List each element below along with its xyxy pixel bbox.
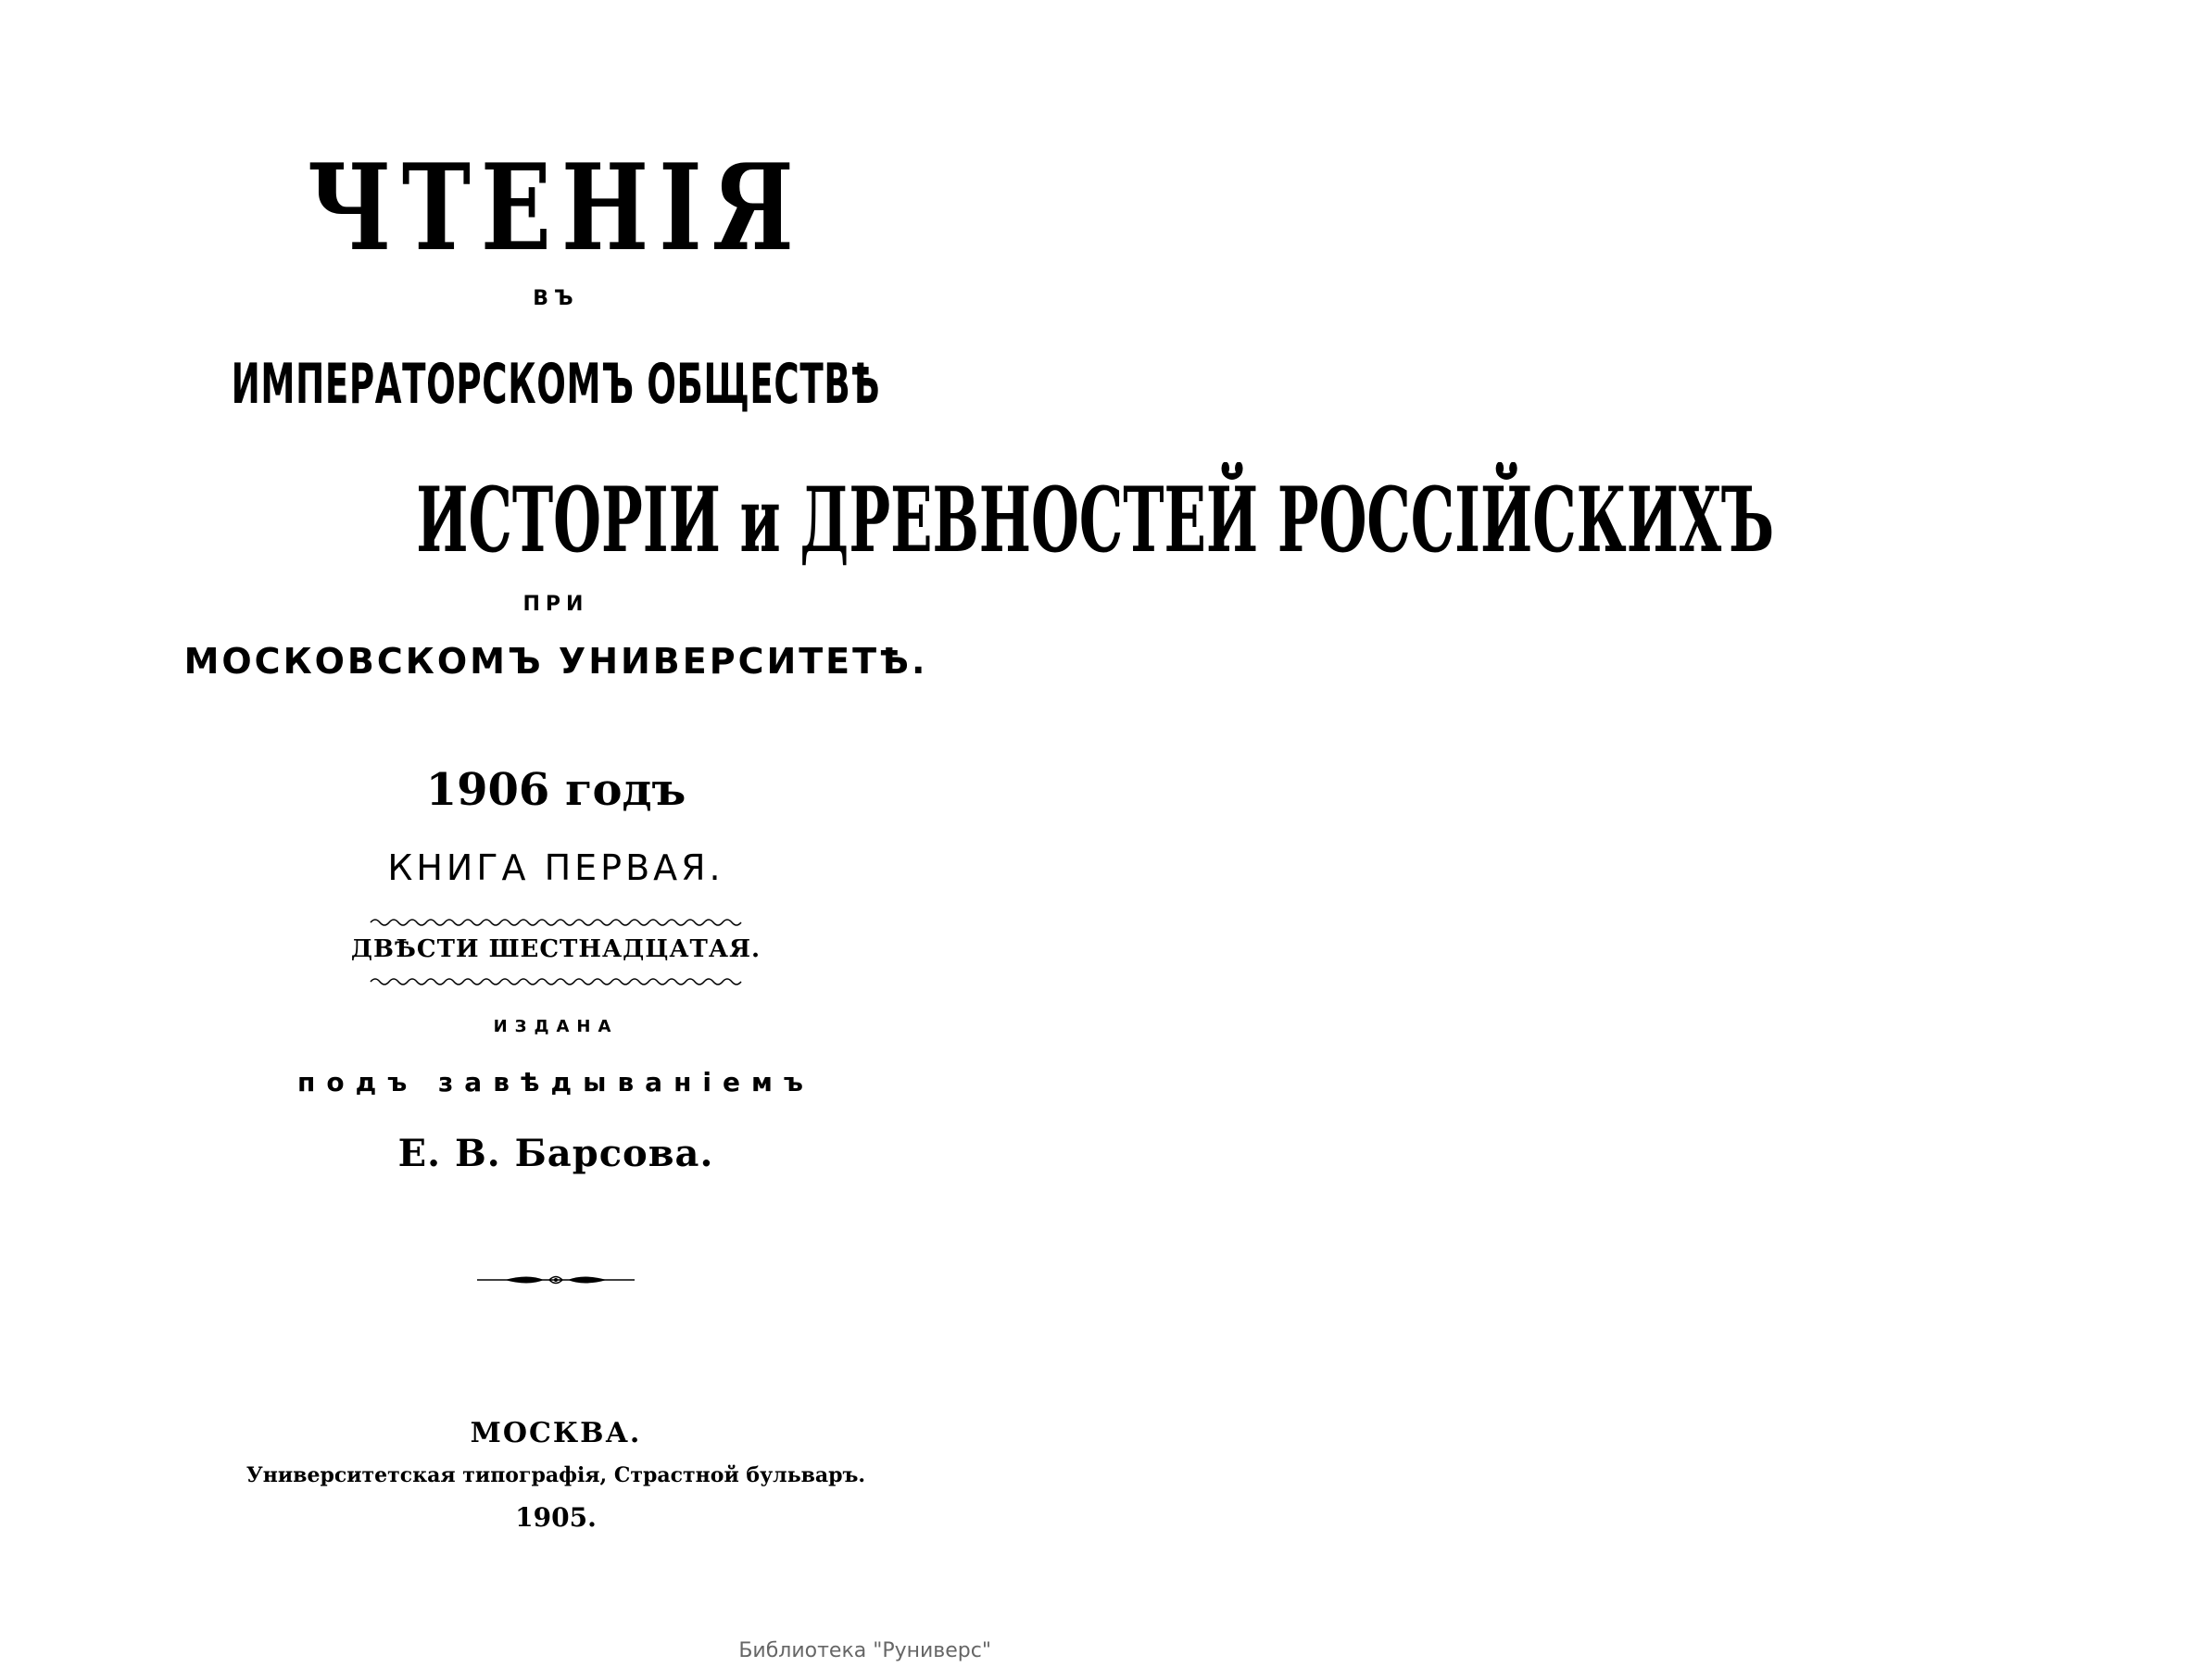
editor-name: Е. В. Барсова. <box>397 1132 714 1175</box>
vignette-ornament <box>0 1271 1112 1289</box>
publication-year: 1905. <box>515 1502 597 1533</box>
preposition-pri: ПРИ <box>522 593 589 616</box>
university-line: МОСКОВСКОМЪ УНИВЕРСИТЕТѢ. <box>183 641 928 682</box>
page-title <box>0 139 1112 278</box>
published-label: ИЗДАНА <box>493 1017 619 1036</box>
library-watermark: Библиотека "Руниверс" <box>738 1639 991 1662</box>
title-text: ЧТЕНІЯ <box>307 139 805 278</box>
history-line <box>0 468 1775 572</box>
society-text: ИМПЕРАТОРСКОМЪ ОБЩЕСТВѢ <box>231 352 881 417</box>
year-line: 1906 годъ <box>425 764 686 816</box>
under-direction-line: подъ завѣдываніемъ <box>297 1067 814 1097</box>
wavy-rule-bottom <box>0 976 1112 987</box>
preposition-v: ВЪ <box>533 287 579 310</box>
issue-number: ДВѢСТИ ШЕСТНАДЦАТАЯ. <box>350 935 761 963</box>
city-line: МОСКВА. <box>470 1417 642 1449</box>
press-line: Университетская типографія, Страстной бульваръ. <box>245 1463 866 1487</box>
history-text: ИСТОРІИ и ДРЕВНОСТЕЙ РОССІЙСКИХЪ <box>416 468 1775 572</box>
society-line <box>0 352 1112 417</box>
book-line: КНИГА ПЕРВАЯ. <box>387 847 724 888</box>
wavy-rule-top <box>0 917 1112 928</box>
